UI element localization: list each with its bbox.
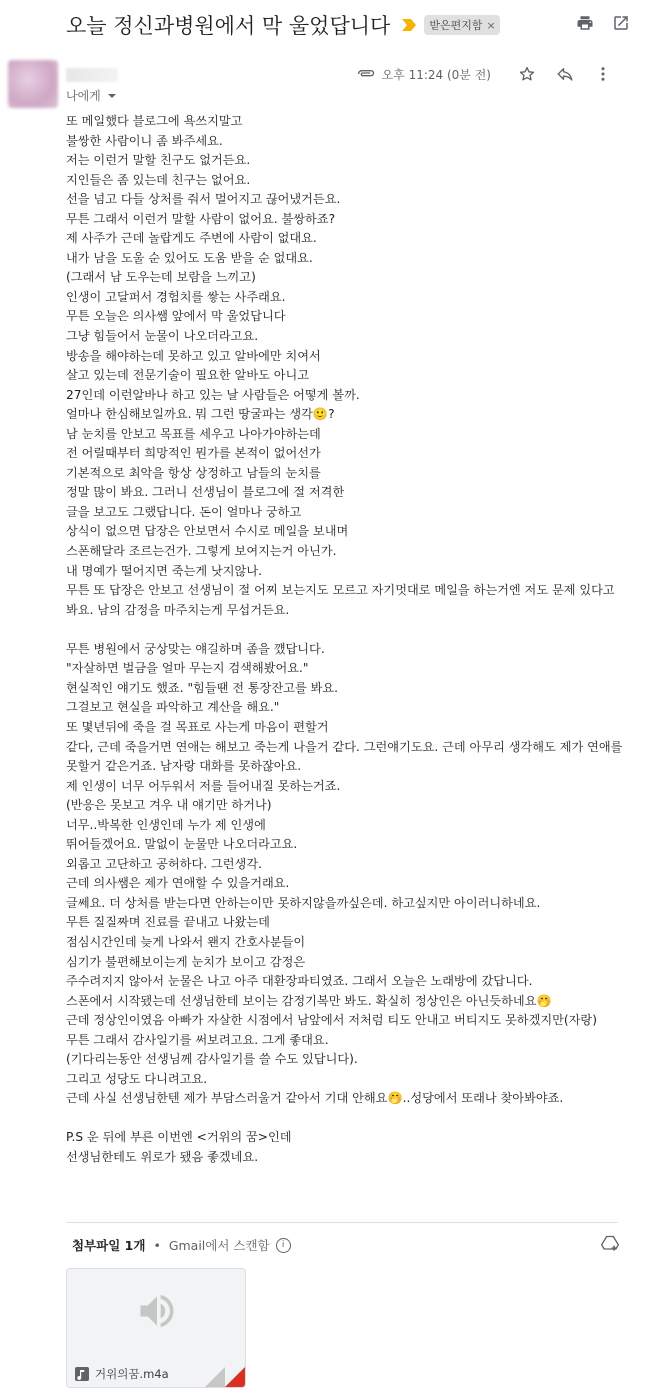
body-line: 현실적인 얘기도 했죠. "힘들땐 전 통장잔고를 봐요. <box>66 680 339 695</box>
body-line: 제 인생이 너무 어두워서 저를 들어내질 못하는거죠. <box>66 778 341 793</box>
attachments-divider <box>66 1222 618 1223</box>
file-corner-decoration <box>225 1367 245 1387</box>
email-body <box>66 112 626 1168</box>
reply-button[interactable] <box>555 64 575 84</box>
attachment-filename: 거위의꿈.m4a <box>95 1367 169 1381</box>
body-line: 근데 의사쌤은 제가 연애할 수 있을거래요. <box>66 876 290 891</box>
top-actions <box>575 13 631 33</box>
star-icon <box>518 65 536 83</box>
chevron-down-icon <box>108 94 116 98</box>
body-line: 그리고 성당도 다니려고요. <box>66 1071 208 1086</box>
audio-file-icon <box>75 1367 89 1381</box>
attachments-count: 첨부파일 1개 <box>72 1238 146 1253</box>
paperclip-icon <box>356 67 376 81</box>
page-fold-decoration <box>205 1367 225 1387</box>
body-line: 선생님한테도 위로가 됐음 좋겠네요. <box>66 1149 259 1164</box>
recipient-label: 나에게 <box>66 89 101 103</box>
body-line: 선을 넘고 다들 상처를 줘서 멀어지고 끊어냈거든요. <box>66 192 341 207</box>
body-line: 또 몇년뒤에 죽을 걸 목표로 사는게 마음이 편할거 <box>66 719 329 734</box>
body-line: 내 명예가 떨어지면 죽는게 낫지않나. <box>66 563 262 578</box>
remove-label-icon[interactable]: × <box>486 18 496 32</box>
body-line: 글을 보고도 그랬답니다. 돈이 얼마나 궁하고 <box>66 504 302 519</box>
more-options-button[interactable] <box>593 64 613 84</box>
star-button[interactable] <box>517 64 537 84</box>
attachment-card[interactable] <box>66 1268 246 1388</box>
body-line: 주수려지지 않아서 눈물은 나고 아주 대환장파티였죠. 그래서 오늘은 노래방에 갔답니다. <box>66 974 533 989</box>
message-meta <box>356 64 625 84</box>
body-line: 전 어릴때부터 희망적인 뭔가를 본적이 없어선가 <box>66 446 321 461</box>
open-new-window-button[interactable] <box>611 13 631 33</box>
body-line: 기본적으로 최악을 항상 상정하고 남들의 눈치를 <box>66 465 321 480</box>
body-line: 지인들은 좀 있는데 친구는 없어요. <box>66 172 251 187</box>
body-line: 무튼 또 답장은 안보고 선생님이 절 어찌 보는지도 모르고 자기멋대로 메일을 하는거엔 저도 문제 있다고 봐요. 남의 감정을 마주치는게 무섭거든요. <box>66 583 619 617</box>
reply-icon <box>556 65 574 83</box>
body-line: 저는 이런거 말할 친구도 없거든요. <box>66 153 251 168</box>
body-line: 또 메일했다 블로그에 욕쓰지말고 <box>66 114 243 128</box>
body-line: 스폰해달라 조르는건가. 그렇게 보여지는거 아닌가. <box>66 544 337 559</box>
body-line: 그냥 힘들어서 눈물이 나오더라고요. <box>66 329 259 344</box>
body-line: 그걸보고 현실을 파악하고 계산을 해요." <box>66 700 280 715</box>
body-line: 근데 사실 선생님한텐 제가 부담스러울거 같아서 기대 안해요🤭..성당에서 또래나 찾아봐야죠. <box>66 1091 564 1106</box>
body-line: 불쌍한 사람이니 좀 봐주세요. <box>66 133 223 148</box>
body-line: 점심시간인데 늦게 나와서 왠지 간호사분들이 <box>66 934 306 949</box>
body-line: 무튼 그래서 이런거 말할 사람이 없어요. 불쌍하죠? <box>66 211 336 226</box>
body-line: 스폰에서 시작됐는데 선생님한테 보이는 감정기복만 봐도. 확실히 정상인은 아닌듯하네요🤭 <box>66 993 552 1008</box>
attachments-header <box>72 1236 620 1254</box>
info-icon[interactable]: i <box>276 1238 291 1253</box>
body-line: (그래서 남 도우는데 보람을 느끼고) <box>66 270 256 285</box>
scan-status: Gmail에서 스캔함 <box>168 1238 270 1253</box>
more-icon <box>594 65 612 83</box>
body-line: 무튼 병원에서 궁상맞는 얘길하며 좀을 꺴답니다. <box>66 641 325 656</box>
body-line: 내가 남을 도울 순 있어도 도움 받을 순 없대요. <box>66 250 313 265</box>
print-button[interactable] <box>575 13 595 33</box>
sender-name-blurred[interactable] <box>66 68 118 82</box>
body-line: 외롭고 고단하고 공허하다. 그런생각. <box>66 856 262 871</box>
body-line: "자살하면 벌금을 얼마 무는지 검색해봤어요." <box>66 661 309 676</box>
subject-row <box>66 8 636 42</box>
body-line: 정말 많이 봐요. 그러니 선생님이 블로그에 절 저격한 <box>66 485 345 500</box>
label-chip-text: 받은편지함 <box>429 19 483 32</box>
body-line: 방송을 해야하는데 못하고 있고 알바에만 치여서 <box>66 348 321 363</box>
body-line: 인생이 고달퍼서 경험치를 쌓는 사주래요. <box>66 289 286 304</box>
body-line: (반응은 못보고 겨우 내 얘기만 하거나) <box>66 798 272 813</box>
message-time: 오후 11:24 (0분 전) <box>381 67 491 82</box>
body-line: 뛰어들겠어요. 말없이 눈물만 나오더라고요. <box>66 837 298 852</box>
body-line: 무튼 오늘은 의사쌤 앞에서 막 울었답니다 <box>66 309 286 324</box>
open-new-window-icon <box>612 14 630 32</box>
body-line: 살고 있는데 전문기술이 필요한 알바도 아니고 <box>66 368 310 383</box>
body-line: 27인데 이런알바나 하고 있는 날 사람들은 어떻게 볼까. <box>66 387 360 402</box>
body-line: 무튼 그래서 감사일기를 써보려고요. 그게 좋대요. <box>66 1032 329 1047</box>
body-line: 글쎄요. 더 상처를 받는다면 안하는이만 못하지않을까싶은데. 하고싶지만 아이러니하네요. <box>66 895 541 910</box>
add-to-drive-icon[interactable] <box>600 1234 620 1254</box>
importance-marker-icon[interactable] <box>402 19 416 31</box>
body-line: 상식이 없으면 답장은 안보면서 수시로 메일을 보내며 <box>66 524 349 539</box>
body-line: 무튼 질질짜며 진료를 끝내고 나왔는데 <box>66 915 270 930</box>
recipient-details-toggle[interactable] <box>66 87 116 104</box>
body-line <box>66 1109 626 1129</box>
body-line: 못할거 같은거죠. 남자랑 대화를 못하잖아요. <box>66 759 302 774</box>
body-line: 얼마나 한심해보일까요. 뭐 그런 땅굴파는 생각🙂? <box>66 407 335 422</box>
body-line: 심기가 불편해보이는게 눈치가 보이고 감정은 <box>66 954 306 969</box>
sender-avatar[interactable] <box>8 60 58 108</box>
body-line: (기다리는동안 선생님께 감사일기를 쓸 수도 있답니다). <box>66 1052 358 1067</box>
print-icon <box>576 14 594 32</box>
speaker-icon <box>135 1289 179 1333</box>
body-line: 근데 정상인이였음 아빠가 자살한 시점에서 남앞에서 저처럼 티도 안내고 버티지도 못하겠지만(자랑) <box>66 1013 597 1028</box>
body-line: 너무..박복한 인생인데 누가 제 인생에 <box>66 817 266 832</box>
body-line <box>66 620 626 640</box>
body-line: 남 눈치를 안보고 목표를 세우고 나아가야하는데 <box>66 426 321 441</box>
label-chip-inbox[interactable] <box>424 15 499 35</box>
body-line: 제 사주가 근데 놀랍게도 주변에 사람이 없대요. <box>66 231 317 246</box>
body-line: P.S 운 뒤에 부른 이번엔 <거위의 꿈>인데 <box>66 1130 292 1145</box>
email-subject: 오늘 정신과병원에서 막 울었답니다 <box>66 14 391 38</box>
separator-dot: • <box>153 1237 161 1253</box>
body-line: 같다, 근데 죽을거면 연애는 해보고 죽는게 나을거 같다. 그런얘기도요. 근데 아무리 생각해도 제가 연애를 <box>66 739 623 754</box>
